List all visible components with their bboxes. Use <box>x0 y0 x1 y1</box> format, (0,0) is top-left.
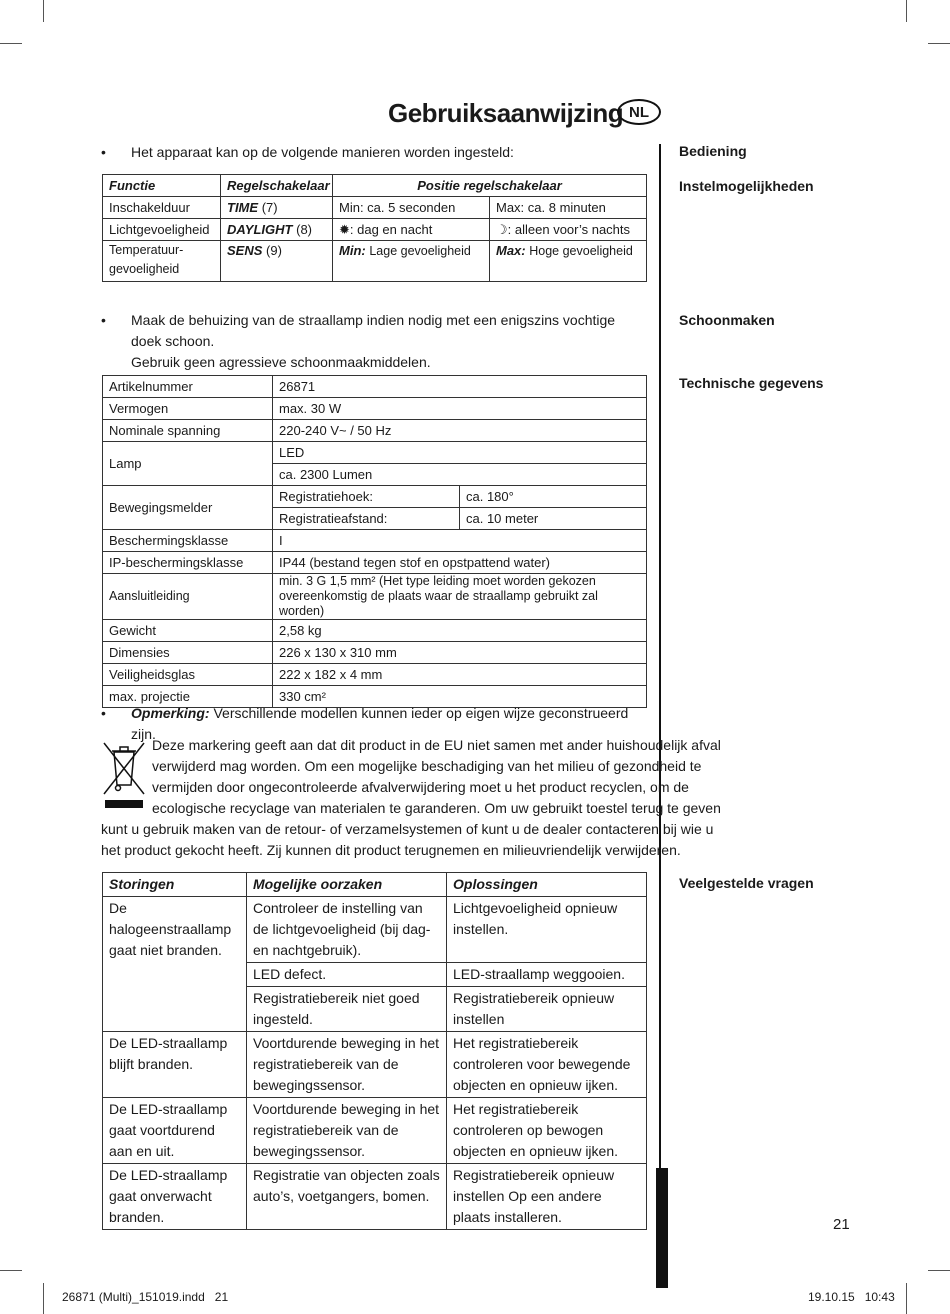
table-row <box>103 442 647 464</box>
spec-label: Vermogen <box>103 398 273 420</box>
spec-value: 226 x 130 x 310 mm <box>273 642 647 664</box>
faq-solution: Lichtgevoeligheid opnieuw instellen. <box>447 897 647 963</box>
moon-icon: ☽ <box>496 221 508 237</box>
faq-solution: Het registratiebereik controleren voor bewegende objecten en opnieuw ijken. <box>447 1032 647 1098</box>
crop-mark <box>928 43 950 44</box>
table-row <box>103 552 647 574</box>
weee-line: ecologische recyclage van materialen te garanderen. Om uw gebruikt toestel terug te geven <box>152 800 721 816</box>
spec-label: Nominale spanning <box>103 420 273 442</box>
table-row <box>103 197 647 219</box>
cell-max <box>490 219 647 241</box>
specs-table <box>102 375 647 708</box>
table-row <box>103 574 647 620</box>
min-label: Min: <box>339 243 366 258</box>
language-badge: NL <box>617 99 661 125</box>
header-regelschakelaar: Regelschakelaar <box>221 175 333 197</box>
faq-cause: Controleer de instelling van de lichtgevoeligheid (bij dag- en nachtgebruik). <box>247 897 447 963</box>
crop-mark <box>43 1283 44 1314</box>
header-functie: Functie <box>103 175 221 197</box>
faq-cause: Registratie van objecten zoals auto’s, voetgangers, bomen. <box>247 1164 447 1230</box>
switch-number: (8) <box>296 221 312 237</box>
faq-table <box>102 872 647 1230</box>
cell-min: Min: ca. 5 seconden <box>333 197 490 219</box>
spec-label: Beschermingsklasse <box>103 530 273 552</box>
spec-value: I <box>273 530 647 552</box>
cell-function: Inschakelduur <box>103 197 221 219</box>
table-row <box>103 219 647 241</box>
switch-name: TIME <box>227 199 259 215</box>
switch-number: (7) <box>261 199 278 215</box>
crop-mark <box>906 0 907 22</box>
table-row <box>103 1098 647 1164</box>
table-row <box>103 664 647 686</box>
table-row <box>103 642 647 664</box>
spec-label: Dimensies <box>103 642 273 664</box>
cell-switch <box>221 197 333 219</box>
crop-mark <box>928 1270 950 1271</box>
faq-solution: Registratiebereik opnieuw instellen Op een andere plaats installeren. <box>447 1164 647 1230</box>
table-header-row <box>103 175 647 197</box>
table-row <box>103 398 647 420</box>
cell-max <box>490 241 647 282</box>
table-row <box>103 486 647 508</box>
remark-label: Opmerking: <box>131 705 210 721</box>
spec-value: ca. 10 meter <box>460 508 647 530</box>
switch-name: DAYLIGHT <box>227 221 293 237</box>
spec-sublabel: Registratiehoek: <box>273 486 460 508</box>
spec-value: LED <box>273 442 647 464</box>
spec-label: Gewicht <box>103 620 273 642</box>
table-row <box>103 530 647 552</box>
spec-label: max. projectie <box>103 686 273 708</box>
function-line: Temperatuur- <box>109 243 184 257</box>
min-text: : dag en nacht <box>349 221 433 237</box>
remark-body: Verschillende modellen kunnen ieder op eigen wijze geconstrueerd zijn. <box>131 705 629 742</box>
weee-line: vermijden door ongecontroleerde afvalverwijdering moet u het product recyclen, om de <box>152 779 689 795</box>
sidebar-heading-technische-gegevens: Technische gegevens <box>679 375 824 391</box>
spec-value: IP44 (bestand tegen stof en opstpattend water) <box>273 552 647 574</box>
weee-line: verwijderd mag worden. Om een mogelijke beschadiging van het milieu of gezondheid te <box>152 758 702 774</box>
function-line: gevoeligheid <box>109 262 180 276</box>
spec-value <box>273 574 647 620</box>
switch-number: (9) <box>266 243 282 258</box>
sidebar-heading-bediening: Bediening <box>679 143 747 159</box>
cleaning-text <box>131 310 646 373</box>
weee-line: het product gekocht heeft. Zij kunnen dit product terugnemen en milieuvriendelijk verwijderen. <box>101 842 681 858</box>
cell-function <box>103 241 221 282</box>
faq-problem: De LED-straallamp blijft branden. <box>103 1032 247 1098</box>
max-label: Max: <box>496 243 526 258</box>
max-text: Hoge gevoeligheid <box>529 244 633 258</box>
header-storingen: Storingen <box>103 873 247 897</box>
faq-cause: LED defect. <box>247 963 447 987</box>
faq-problem: De LED-straallamp gaat onverwacht branden. <box>103 1164 247 1230</box>
crop-mark <box>0 1270 22 1271</box>
sun-icon: ✹ <box>339 221 350 237</box>
spec-label: Lamp <box>103 442 273 486</box>
cleaning-line: Gebruik geen agressieve schoonmaakmiddelen. <box>131 354 431 370</box>
crop-mark <box>0 43 22 44</box>
faq-problem: De LED-straallamp gaat voortdurend aan en uit. <box>103 1098 247 1164</box>
footer-file-info: 26871 (Multi)_151019.indd 21 <box>62 1290 229 1304</box>
faq-solution: LED-straallamp weggooien. <box>447 963 647 987</box>
footer-timestamp: 19.10.15 10:43 <box>808 1290 895 1304</box>
sidebar-thumb-tab <box>656 1168 668 1288</box>
table-row <box>103 376 647 398</box>
page-title: Gebruiksaanwijzing <box>388 98 624 128</box>
spec-label: IP-beschermingsklasse <box>103 552 273 574</box>
header-oplossingen: Oplossingen <box>447 873 647 897</box>
spec-value: max. 30 W <box>273 398 647 420</box>
table-row <box>103 420 647 442</box>
bullet-dot: • <box>101 312 106 328</box>
header-positie: Positie regelschakelaar <box>333 175 647 197</box>
table-row <box>103 620 647 642</box>
spec-value: 26871 <box>273 376 647 398</box>
spec-label: Veiligheidsglas <box>103 664 273 686</box>
page-number: 21 <box>833 1216 850 1233</box>
cleaning-line: Maak de behuizing van de straallamp indien nodig met een enigszins vochtige doek schoon. <box>131 312 616 349</box>
operation-bullet-text: Het apparaat kan op de volgende manieren worden ingesteld: <box>131 144 514 160</box>
sidebar-heading-schoonmaken: Schoonmaken <box>679 312 775 328</box>
cell-min <box>333 241 490 282</box>
spec-label: Artikelnummer <box>103 376 273 398</box>
weee-line: Deze markering geeft aan dat dit product in de EU niet samen met ander huishoudelijk afval <box>152 737 721 753</box>
min-text: Lage gevoeligheid <box>369 244 471 258</box>
table-row <box>103 241 647 282</box>
function-table <box>102 174 647 282</box>
cell-function: Lichtgevoeligheid <box>103 219 221 241</box>
spec-value: 220-240 V~ / 50 Hz <box>273 420 647 442</box>
max-text: : alleen voor’s nachts <box>507 221 631 237</box>
sidebar-heading-instelmogelijkheden: Instelmogelijkheden <box>679 178 814 194</box>
cell-max: Max: ca. 8 minuten <box>490 197 647 219</box>
cell-min <box>333 219 490 241</box>
sidebar-heading-veelgestelde-vragen: Veelgestelde vragen <box>679 875 814 891</box>
spec-label: Aansluitleiding <box>103 574 273 620</box>
faq-cause: Voortdurende beweging in het registratiebereik van de bewegingssensor. <box>247 1032 447 1098</box>
faq-solution: Het registratiebereik controleren op bewogen objecten en opnieuw ijken. <box>447 1098 647 1164</box>
cleaning-bullet <box>101 310 646 370</box>
operation-bullet <box>101 142 641 164</box>
faq-cause: Registratiebereik niet goed ingesteld. <box>247 987 447 1032</box>
spec-label: Bewegingsmelder <box>103 486 273 530</box>
crop-mark <box>43 0 44 22</box>
spec-value: ca. 180° <box>460 486 647 508</box>
table-row <box>103 1032 647 1098</box>
table-header-row <box>103 873 647 897</box>
faq-cause: Voortdurende beweging in het registratiebereik van de bewegingssensor. <box>247 1098 447 1164</box>
spec-sublabel: Registratieafstand: <box>273 508 460 530</box>
spec-value: 330 cm² <box>273 686 647 708</box>
table-row <box>103 1164 647 1230</box>
cell-switch <box>221 241 333 282</box>
cable-line: min. 3 G 1,5 mm² (Het type leiding moet worden gekozen <box>279 574 596 588</box>
cable-line: overeenkomstig de plaats waar de straallamp gebruikt zal worden) <box>279 589 598 618</box>
crossed-out-wheelie-bin-icon <box>102 738 146 810</box>
header-oorzaken: Mogelijke oorzaken <box>247 873 447 897</box>
spec-value: 2,58 kg <box>273 620 647 642</box>
sidebar-rule <box>659 144 661 1168</box>
bullet-dot: • <box>101 705 106 721</box>
faq-solution: Registratiebereik opnieuw instellen <box>447 987 647 1032</box>
weee-line: kunt u gebruik maken van de retour- of verzamelsystemen of kunt u de dealer contacteren bij wie u <box>101 821 714 837</box>
remark-bullet <box>101 703 646 742</box>
bullet-dot: • <box>101 144 106 160</box>
switch-name: SENS <box>227 243 263 258</box>
crop-mark <box>906 1283 907 1314</box>
table-row <box>103 897 647 963</box>
cell-switch <box>221 219 333 241</box>
spec-value: 222 x 182 x 4 mm <box>273 664 647 686</box>
spec-value: ca. 2300 Lumen <box>273 464 647 486</box>
faq-problem: De halogeenstraallamp gaat niet branden. <box>103 897 247 1032</box>
